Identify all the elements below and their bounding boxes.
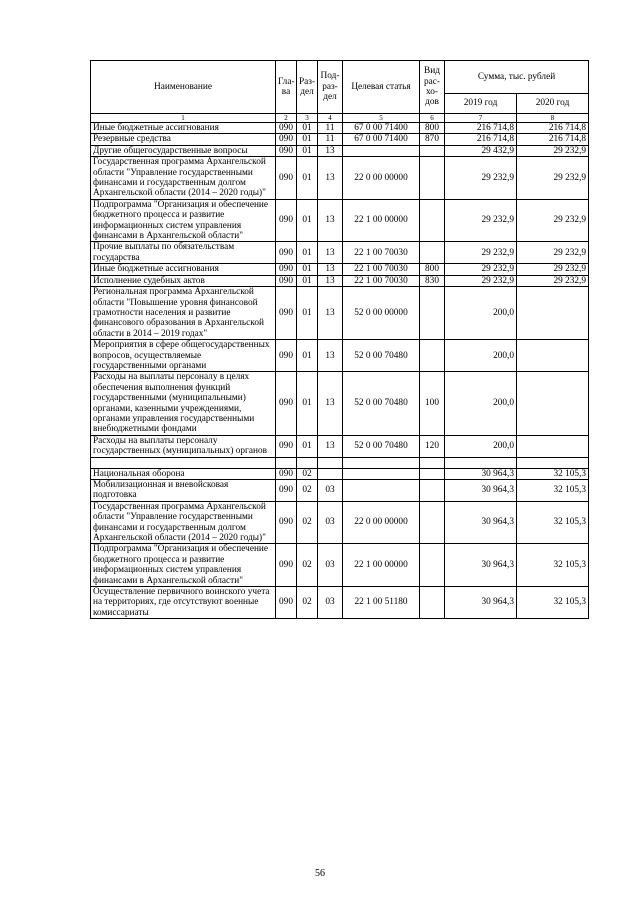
row-sum-2020: [517, 435, 589, 457]
row-kind: [420, 242, 445, 264]
column-number: 5: [343, 114, 420, 123]
table-row: [91, 544, 589, 587]
row-section: [297, 457, 318, 468]
row-subsection: [318, 468, 343, 479]
row-target: 22 1 00 70030: [343, 275, 420, 286]
row-subsection: 03: [318, 501, 343, 544]
table-row: [91, 123, 589, 134]
row-kind: 100: [420, 372, 445, 435]
row-kind: [420, 587, 445, 619]
row-section: 01: [297, 145, 318, 156]
column-number: 1: [91, 114, 276, 123]
table-row: [91, 435, 589, 457]
row-target: [343, 145, 420, 156]
row-chapter: 090: [276, 134, 297, 145]
header-kind: Вид рас-хо-дов: [420, 61, 445, 114]
row-sum-2019: 29 232,9: [445, 242, 517, 264]
row-kind: 800: [420, 123, 445, 134]
row-target: 22 1 00 00000: [343, 199, 420, 242]
row-subsection: 13: [318, 372, 343, 435]
row-subsection: 13: [318, 145, 343, 156]
row-name: Осуществление первичного воинского учета на территориях, где отсутствуют военные комиссариаты: [91, 587, 276, 619]
row-subsection: 03: [318, 544, 343, 587]
table-row: [91, 372, 589, 435]
header-name: Наименование: [91, 61, 276, 114]
row-chapter: 090: [276, 501, 297, 544]
row-sum-2020: 216 714,8: [517, 123, 589, 134]
row-name: [91, 457, 276, 468]
row-sum-2019: 216 714,8: [445, 134, 517, 145]
row-name: Региональная программа Архангельской области "Повышение уровня финансовой грамотности населения и развитие финансового образования в Архангельской области в 2014 – 2019 годах": [91, 287, 276, 340]
row-name: Мероприятия в сфере общегосударственных вопросов, осуществляемые государственными органами: [91, 340, 276, 372]
row-kind: [420, 480, 445, 502]
row-section: 01: [297, 123, 318, 134]
header-subsection: Под-раз-дел: [318, 61, 343, 114]
row-section: 02: [297, 468, 318, 479]
column-number: 6: [420, 114, 445, 123]
row-target: 67 0 00 71400: [343, 123, 420, 134]
row-subsection: 13: [318, 287, 343, 340]
row-chapter: 090: [276, 264, 297, 275]
row-target: 22 1 00 51180: [343, 587, 420, 619]
row-target: [343, 468, 420, 479]
row-kind: [420, 157, 445, 200]
row-name: Мобилизационная и вневойсковая подготовка: [91, 480, 276, 502]
row-kind: 800: [420, 264, 445, 275]
column-number: 3: [297, 114, 318, 123]
row-chapter: 090: [276, 199, 297, 242]
column-number-row: [91, 114, 589, 123]
row-sum-2019: 29 232,9: [445, 199, 517, 242]
row-target: [343, 480, 420, 502]
row-sum-2020: 216 714,8: [517, 134, 589, 145]
header-year-2020: 2020 год: [517, 94, 589, 114]
column-number: 2: [276, 114, 297, 123]
row-sum-2019: 29 232,9: [445, 275, 517, 286]
row-name: Прочие выплаты по обязательствам государства: [91, 242, 276, 264]
header-section: Раз-дел: [297, 61, 318, 114]
row-chapter: [276, 457, 297, 468]
table-row: [91, 587, 589, 619]
row-subsection: 13: [318, 275, 343, 286]
row-kind: 120: [420, 435, 445, 457]
column-number: 8: [517, 114, 589, 123]
row-subsection: 13: [318, 264, 343, 275]
row-subsection: 13: [318, 199, 343, 242]
row-chapter: 090: [276, 242, 297, 264]
table-row: [91, 242, 589, 264]
row-section: 01: [297, 372, 318, 435]
row-sum-2019: 30 964,3: [445, 480, 517, 502]
table-row: [91, 145, 589, 156]
row-sum-2020: 32 105,3: [517, 480, 589, 502]
table-row: [91, 287, 589, 340]
row-chapter: 090: [276, 287, 297, 340]
row-sum-2019: 200,0: [445, 435, 517, 457]
row-sum-2020: 29 232,9: [517, 199, 589, 242]
row-target: 67 0 00 71400: [343, 134, 420, 145]
row-name: Подпрограмма "Организация и обеспечение бюджетного процесса и развитие информационных систем управления финансами в Архангельской области": [91, 199, 276, 242]
row-sum-2020: 29 232,9: [517, 242, 589, 264]
row-chapter: 090: [276, 435, 297, 457]
row-sum-2019: [445, 457, 517, 468]
row-chapter: 090: [276, 372, 297, 435]
row-section: 01: [297, 199, 318, 242]
row-subsection: 11: [318, 134, 343, 145]
row-section: 01: [297, 242, 318, 264]
row-sum-2019: 29 232,9: [445, 264, 517, 275]
row-section: 01: [297, 275, 318, 286]
row-sum-2020: 32 105,3: [517, 501, 589, 544]
row-sum-2019: 200,0: [445, 287, 517, 340]
row-name: Исполнение судебных актов: [91, 275, 276, 286]
table-row: [91, 264, 589, 275]
column-number: 7: [445, 114, 517, 123]
header-chapter: Гла-ва: [276, 61, 297, 114]
row-kind: [420, 145, 445, 156]
row-section: 02: [297, 501, 318, 544]
budget-table: [90, 60, 589, 619]
row-kind: [420, 457, 445, 468]
row-chapter: 090: [276, 340, 297, 372]
row-sum-2019: 30 964,3: [445, 501, 517, 544]
row-sum-2020: [517, 457, 589, 468]
row-sum-2019: 200,0: [445, 340, 517, 372]
column-number: 4: [318, 114, 343, 123]
header-sum: Сумма, тыс. рублей: [445, 61, 589, 94]
row-kind: [420, 544, 445, 587]
row-target: 22 1 00 00000: [343, 544, 420, 587]
row-target: 22 0 00 00000: [343, 501, 420, 544]
row-chapter: 090: [276, 275, 297, 286]
header-year-2019: 2019 год: [445, 94, 517, 114]
table-row: [91, 275, 589, 286]
row-sum-2020: [517, 372, 589, 435]
table-row: [91, 340, 589, 372]
row-sum-2019: 30 964,3: [445, 468, 517, 479]
row-subsection: 13: [318, 340, 343, 372]
row-name: Иные бюджетные ассигнования: [91, 123, 276, 134]
row-kind: [420, 468, 445, 479]
row-subsection: 03: [318, 480, 343, 502]
row-sum-2020: [517, 340, 589, 372]
row-kind: 830: [420, 275, 445, 286]
row-name: Расходы на выплаты персоналу государственных (муниципальных) органов: [91, 435, 276, 457]
table-body: [91, 123, 589, 619]
row-name: Государственная программа Архангельской области "Управление государственными финансами и государственным долгом Архангельской области (2014 – 2020 годы)": [91, 157, 276, 200]
row-name: Национальная оборона: [91, 468, 276, 479]
row-sum-2020: 29 232,9: [517, 275, 589, 286]
row-sum-2019: 30 964,3: [445, 587, 517, 619]
row-chapter: 090: [276, 544, 297, 587]
page-number: 56: [315, 868, 325, 879]
header-target: Целевая статья: [343, 61, 420, 114]
row-subsection: 11: [318, 123, 343, 134]
row-chapter: 090: [276, 157, 297, 200]
row-sum-2020: 32 105,3: [517, 468, 589, 479]
table-row: [91, 480, 589, 502]
row-kind: [420, 501, 445, 544]
row-sum-2019: 30 964,3: [445, 544, 517, 587]
row-section: 01: [297, 435, 318, 457]
table-row: [91, 468, 589, 479]
row-section: 01: [297, 134, 318, 145]
row-sum-2020: 32 105,3: [517, 544, 589, 587]
row-sum-2019: 216 714,8: [445, 123, 517, 134]
row-sum-2019: 29 432,9: [445, 145, 517, 156]
row-subsection: 13: [318, 435, 343, 457]
row-chapter: 090: [276, 480, 297, 502]
row-kind: [420, 340, 445, 372]
row-target: 22 1 00 70030: [343, 264, 420, 275]
row-section: 01: [297, 157, 318, 200]
row-sum-2020: 29 232,9: [517, 157, 589, 200]
row-sum-2019: 29 232,9: [445, 157, 517, 200]
table-row: [91, 134, 589, 145]
row-sum-2020: 32 105,3: [517, 587, 589, 619]
row-target: 52 0 00 70480: [343, 340, 420, 372]
row-section: 02: [297, 480, 318, 502]
row-kind: [420, 287, 445, 340]
row-name: Государственная программа Архангельской области "Управление государственными финансами и государственным долгом Архангельской области (2014 – 2020 годы)": [91, 501, 276, 544]
row-sum-2019: 200,0: [445, 372, 517, 435]
row-subsection: 03: [318, 587, 343, 619]
row-section: 01: [297, 287, 318, 340]
row-name: Подпрограмма "Организация и обеспечение бюджетного процесса и развитие информационных систем управления финансами в Архангельской области": [91, 544, 276, 587]
row-section: 01: [297, 264, 318, 275]
row-target: 22 1 00 70030: [343, 242, 420, 264]
row-subsection: 13: [318, 157, 343, 200]
row-target: [343, 457, 420, 468]
row-sum-2020: 29 232,9: [517, 264, 589, 275]
row-section: 01: [297, 340, 318, 372]
row-chapter: 090: [276, 468, 297, 479]
row-target: 52 0 00 70480: [343, 435, 420, 457]
row-name: Резервные средства: [91, 134, 276, 145]
table-row: [91, 501, 589, 544]
row-sum-2020: [517, 287, 589, 340]
row-name: Другие общегосударственные вопросы: [91, 145, 276, 156]
row-chapter: 090: [276, 123, 297, 134]
row-name: Иные бюджетные ассигнования: [91, 264, 276, 275]
row-target: 52 0 00 00000: [343, 287, 420, 340]
row-section: 02: [297, 587, 318, 619]
row-section: 02: [297, 544, 318, 587]
row-name: Расходы на выплаты персоналу в целях обеспечения выполнения функций государственными (муниципальными) органами, казенными учреждениями, органами управления государственными внебюджетными фондами: [91, 372, 276, 435]
table-row: [91, 199, 589, 242]
row-chapter: 090: [276, 145, 297, 156]
row-chapter: 090: [276, 587, 297, 619]
row-kind: [420, 199, 445, 242]
row-subsection: 13: [318, 242, 343, 264]
table-row: [91, 157, 589, 200]
row-subsection: [318, 457, 343, 468]
row-kind: 870: [420, 134, 445, 145]
table-row: [91, 457, 589, 468]
row-sum-2020: 29 232,9: [517, 145, 589, 156]
row-target: 52 0 00 70480: [343, 372, 420, 435]
row-target: 22 0 00 00000: [343, 157, 420, 200]
